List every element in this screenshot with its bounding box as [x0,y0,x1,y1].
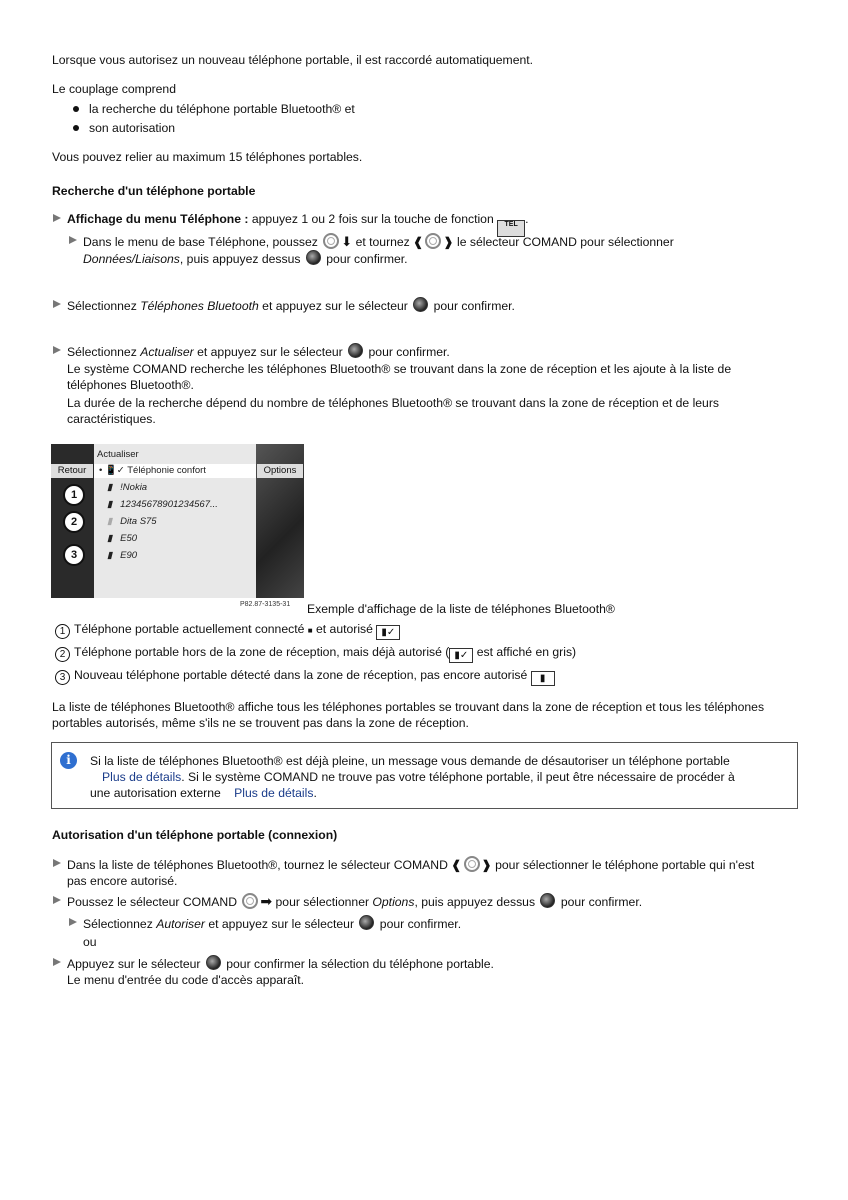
info-icon: i [60,752,77,769]
or-text: ou [83,935,97,949]
image-reference: P82.87-3135-31 [240,601,291,608]
substep-arrow-icon [69,918,77,926]
refresh-description-1: Le système COMAND recherche les téléphones Bluetooth® se trouvant dans la zone de réception et les ajoute à la liste de téléphones Bluetooth®. [67,362,732,392]
function-key-icon: TEL [497,220,525,237]
step-select-phone: Dans la liste de téléphones Bluetooth®, tournez le sélecteur COMAND ❰ ❱ pour sélectionner le téléphone portable qui n'est pas encore autorisé. [67,858,755,888]
legend-item-2: 2 Téléphone portable hors de la zone de réception, mais déjà autorisé ( ▮✓ est affiché en gris) [55,644,576,663]
unauthorized-phone-icon: ▮ [531,671,555,686]
substep-authorize: Sélectionnez Autoriser et appuyez sur le sélecteur pour confirmer. [83,917,462,931]
substep-data-links: Dans le menu de base Téléphone, poussez ⬇ et tournez ❰ ❱ le sélecteur COMAND pour sélectionner Données/Liaisons, puis appuyez dessus pour confirmer. [83,234,674,266]
screen-options-button: Options [257,464,303,478]
bullet-icon [73,106,79,112]
press-controller-icon [413,297,428,312]
step-arrow-icon [53,300,61,308]
step-arrow-icon [53,214,61,222]
list-description: La liste de téléphones Bluetooth® affiche tous les téléphones portables se trouvant dans la zone de réception et tous les téléphones portables autorisés, même s'ils ne se trouvent pas dans la zone de réception. [52,700,765,730]
callout-1: 1 [63,484,85,506]
intro-paragraph-2: Le couplage comprend [52,82,176,96]
callout-3-icon: 3 [55,670,70,685]
intro-paragraph-3: Vous pouvez relier au maximum 15 téléphones portables. [52,150,363,164]
screen-row: ▮ !Nokia [107,482,148,493]
step-arrow-icon [53,896,61,904]
section-heading-search: Recherche d'un téléphone portable [52,184,256,198]
step-select-bluetooth: Sélectionnez Téléphones Bluetooth et appuyez sur le sélecteur pour confirmer. [67,299,515,313]
bullet-item-2: son autorisation [89,120,175,136]
legend-item-1: 1 Téléphone portable actuellement connecté ■ et autorisé ▮✓ [55,621,400,640]
step-arrow-icon [53,958,61,966]
step-confirm-selection: Appuyez sur le sélecteur pour confirmer la sélection du téléphone portable. Le menu d'entrée du code d'accès apparaît. [67,957,494,987]
press-controller-icon [206,955,221,970]
section-heading-authorization: Autorisation d'un téléphone portable (connexion) [52,828,338,842]
bullet-item-1: la recherche du téléphone portable Bluetooth® et [89,101,355,117]
step-arrow-icon [53,346,61,354]
screen-row: • 📱✓ Téléphonie confort [99,465,206,476]
bluetooth-list-screen-image [51,444,304,598]
screen-row: ▮ E50 [107,533,138,544]
comand-controller-icon [323,233,339,249]
connected-dot-icon: ■ [307,626,313,635]
screen-title: Actualiser [97,449,139,460]
screen-row: ▮ Dita S75 [107,516,157,527]
callout-1-icon: 1 [55,624,70,639]
rotate-controller-icon: ❰ ❱ [451,858,492,872]
bullet-icon [73,125,79,131]
comand-controller-icon [242,893,258,909]
callout-2: 2 [63,511,85,533]
refresh-description-2: La durée de la recherche dépend du nombre de téléphones Bluetooth® se trouvant dans la zone de réception et de leurs caractéristiques. [67,396,719,426]
more-details-link[interactable]: Plus de détails [234,786,314,800]
more-details-link[interactable]: Plus de détails [102,770,182,784]
press-controller-icon [540,893,555,908]
figure-caption: Exemple d'affichage de la liste de téléphones Bluetooth® [307,602,615,616]
intro-paragraph-1: Lorsque vous autorisez un nouveau téléphone portable, il est raccordé automatiquement. [52,53,534,67]
substep-arrow-icon [69,236,77,244]
screen-row: ▮ E90 [107,550,138,561]
arrow-down-icon: ⬇ [341,234,353,249]
info-box: i Si la liste de téléphones Bluetooth® est déjà pleine, un message vous demande de désautoriser un téléphone portable Plus de détails. Si le système COMAND ne trouve pas votre téléphone portable, il peut être nécessaire de procéder à une autorisation externe Plus de détails. [51,742,798,809]
step-arrow-icon [53,859,61,867]
legend-item-3: 3 Nouveau téléphone portable détecté dans la zone de réception, pas encore autorisé ▮ [55,667,555,686]
press-controller-icon [348,343,363,358]
screen-row: ▮ 12345678901234567... [107,499,218,510]
authorized-phone-icon: ▮✓ [449,648,473,663]
rotate-controller-icon: ❰ ❱ [413,235,454,249]
screen-back-button: Retour [51,464,93,478]
callout-2-icon: 2 [55,647,70,662]
press-controller-icon [359,915,374,930]
arrow-right-icon: ➡ [260,893,273,909]
step-display-menu: Affichage du menu Téléphone : appuyez 1 ou 2 fois sur la touche de fonction TEL . [67,211,797,237]
authorized-phone-icon: ▮✓ [376,625,400,640]
step-push-options: Poussez le sélecteur COMAND ➡ pour sélectionner Options, puis appuyez dessus pour confirmer. [67,893,643,909]
press-controller-icon [306,250,321,265]
step-select-refresh: Sélectionnez Actualiser et appuyez sur le sélecteur pour confirmer. [67,345,450,359]
callout-3: 3 [63,544,85,566]
